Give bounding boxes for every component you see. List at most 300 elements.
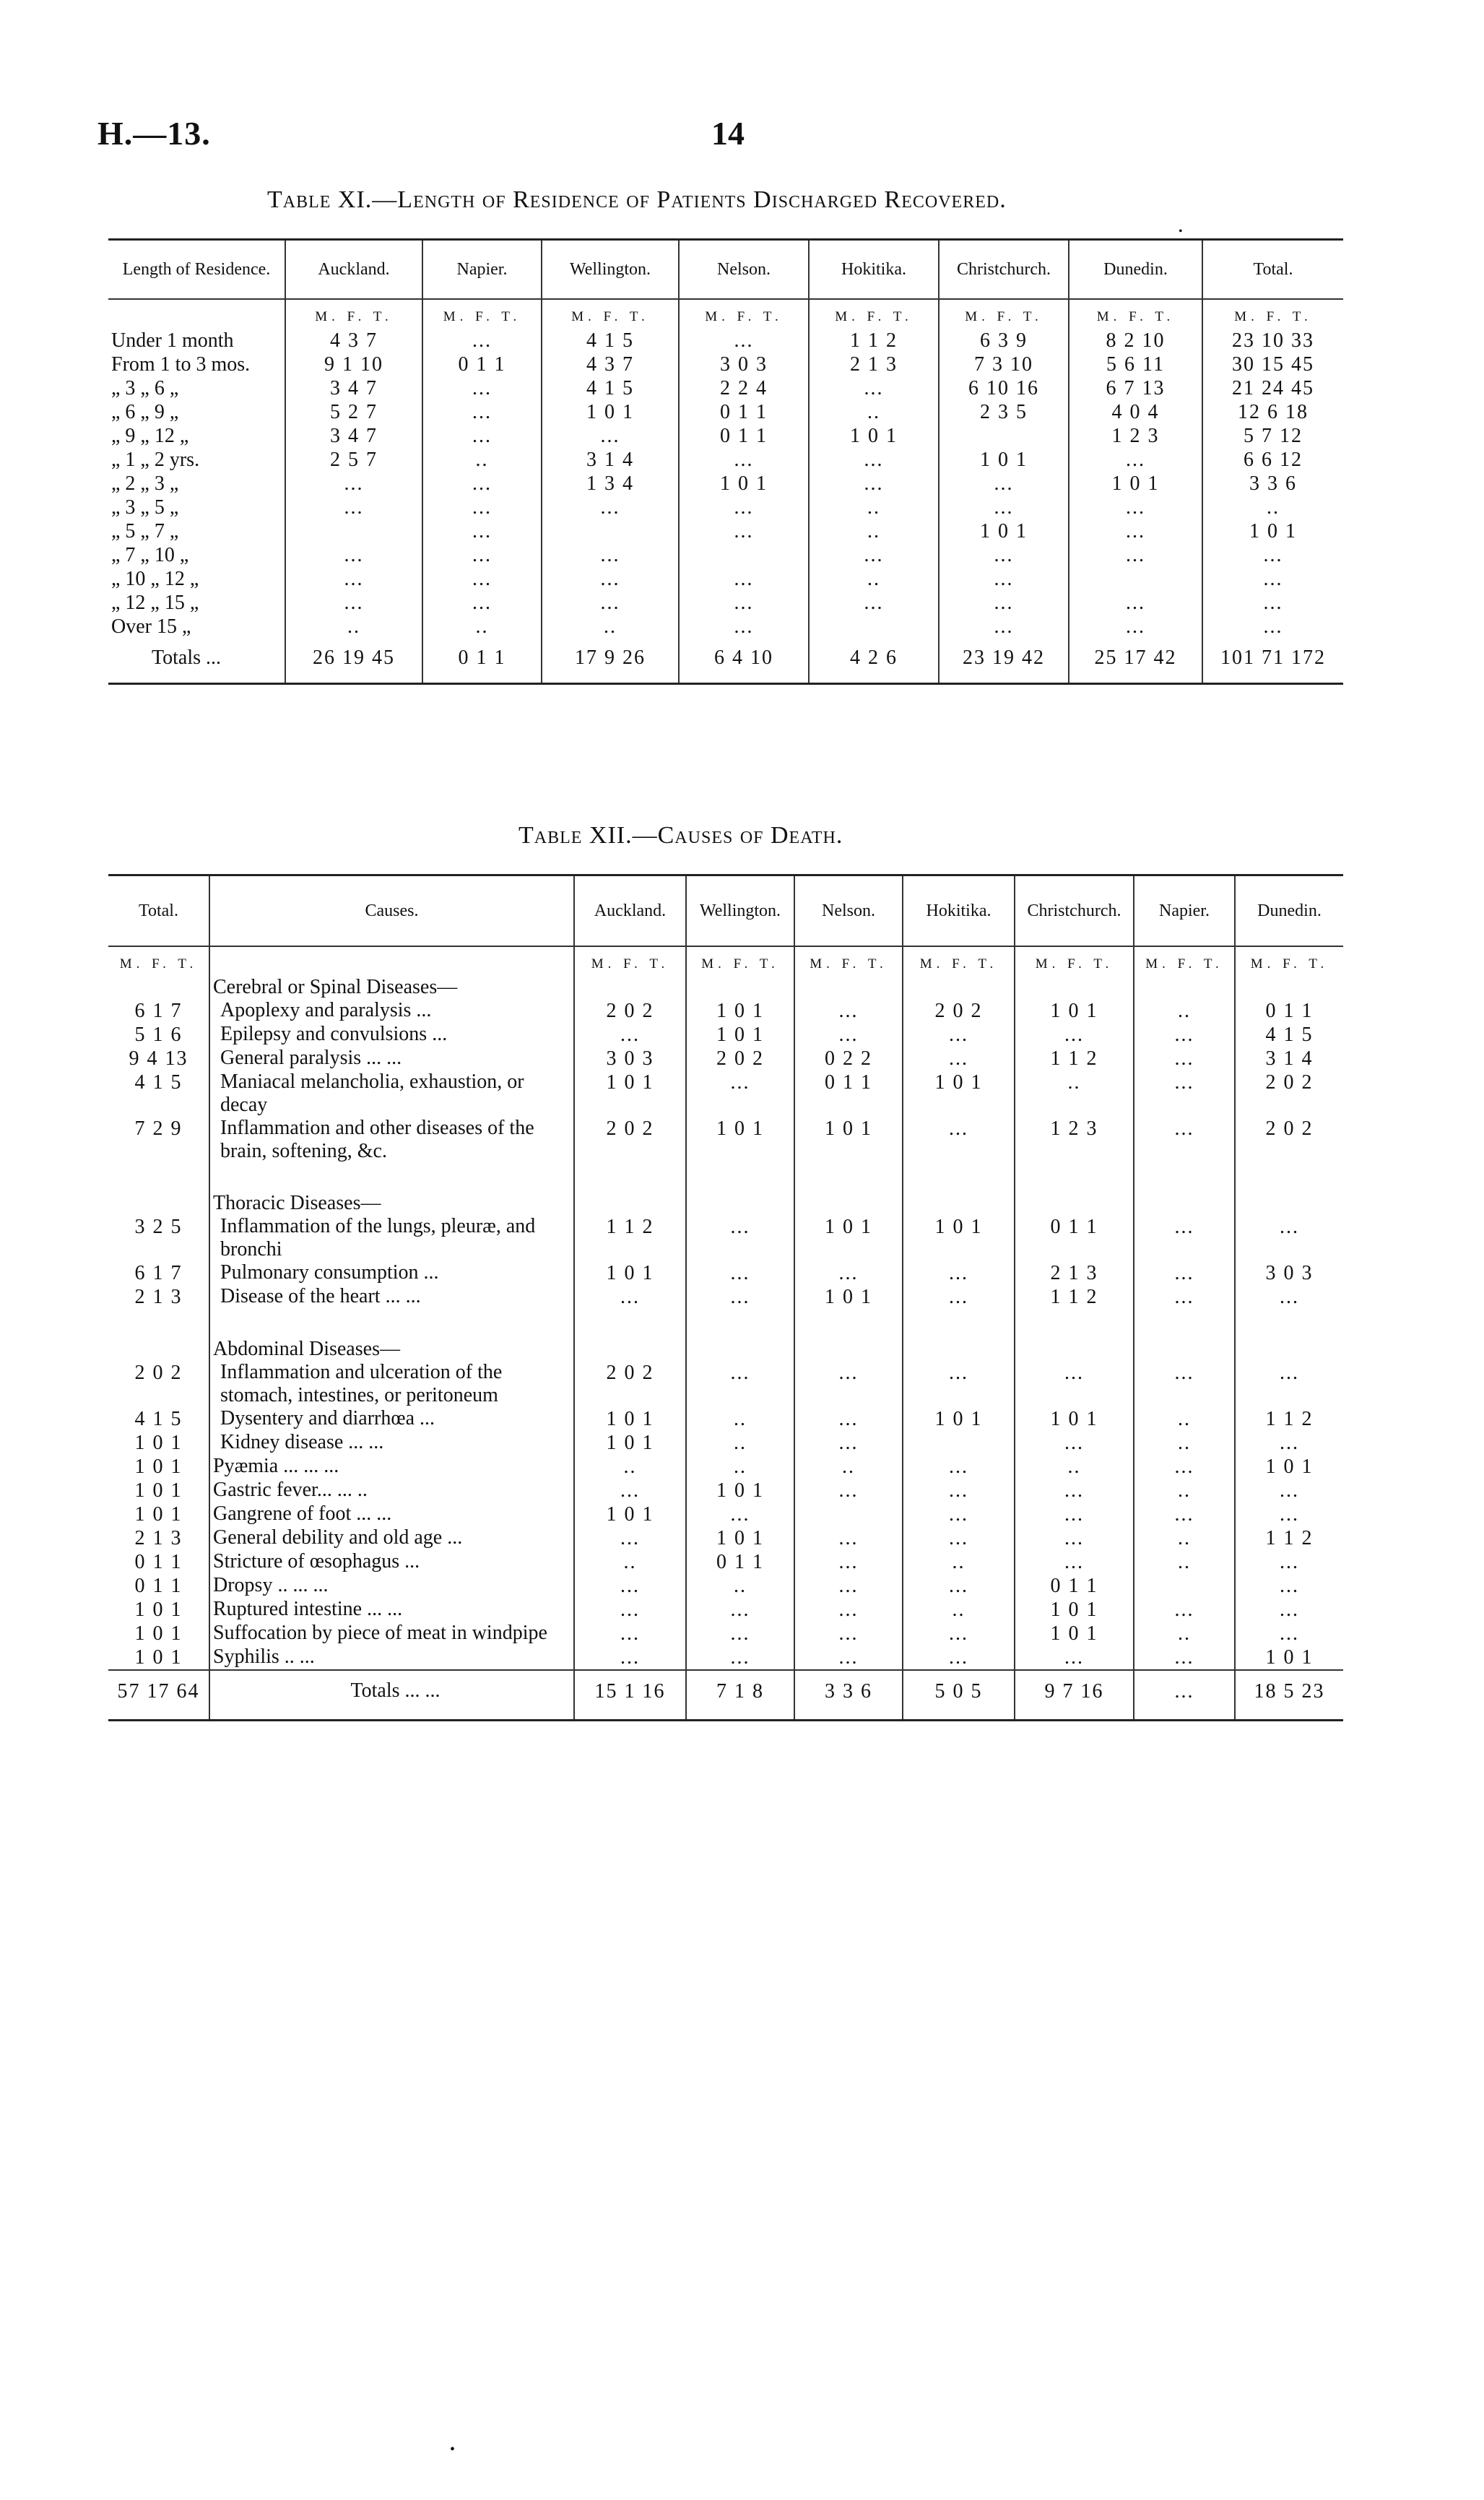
table12-cell: 0 1 1: [686, 1550, 794, 1574]
table12-cell: ..: [1015, 1070, 1134, 1117]
table12-cell: ...: [574, 1574, 686, 1598]
table12-cell: 1 0 1: [903, 1407, 1015, 1431]
table12-cell: ...: [794, 1361, 903, 1407]
table12-cell: ..: [794, 1455, 903, 1479]
table12-cell: ...: [574, 1023, 686, 1047]
table12-cause: Inflammation and other diseases of the brain, softening, &c.: [209, 1117, 574, 1163]
table12-cause: Inflammation of the lungs, pleuræ, and bronchi: [209, 1215, 574, 1261]
table12-row-total: 2 0 2: [134, 1362, 183, 1384]
table12-spacer-cell: [794, 1309, 903, 1338]
table-row: [108, 400, 1343, 424]
table11-cell: 5 6 11: [1069, 352, 1202, 376]
table11-cell: ...: [422, 400, 542, 424]
table11-cell: ...: [285, 543, 422, 567]
table11-cell: 6 10 16: [939, 376, 1069, 400]
table11-row-label: Over 15 „: [111, 615, 191, 638]
table12-cell: ...: [794, 1407, 903, 1431]
table11-cell: ...: [809, 376, 939, 400]
table12-totals-label: Totals ... ...: [209, 1670, 574, 1721]
table12-total-cell: 9 7 16: [1015, 1670, 1134, 1721]
table12-cell: ...: [686, 1070, 794, 1117]
table12-cell: 0 1 1: [1015, 1215, 1134, 1261]
table11-cell: ...: [542, 567, 679, 591]
table-row: [108, 1455, 1343, 1479]
table11-cell: ...: [939, 496, 1069, 519]
table12-col-header: Nelson.: [794, 875, 903, 947]
table11-cell: ...: [939, 567, 1069, 591]
table12-cell: 0 1 1: [1235, 999, 1343, 1023]
table12-row-total: 6 1 7: [134, 1000, 183, 1022]
table11-cell: ...: [679, 591, 809, 615]
table12-mft-label: M. F. T.: [119, 956, 198, 972]
table11-cell: ...: [422, 543, 542, 567]
table12-cause: Suffocation by piece of meat in windpipe: [209, 1622, 574, 1645]
table12-cell: ...: [794, 1550, 903, 1574]
table12-cell: ...: [794, 999, 903, 1023]
table12-cell: 1 0 1: [574, 1502, 686, 1526]
table11-cell: ...: [679, 496, 809, 519]
table12-spacer-cell: [794, 1163, 903, 1192]
table12-cell: [1134, 1574, 1235, 1598]
table11-mft-row: [108, 299, 1343, 329]
table12-row-total: 3 2 5: [134, 1216, 183, 1238]
table11-header-row: [108, 240, 1343, 300]
table11-col-header: Hokitika.: [809, 240, 939, 300]
table12-cell: ...: [1134, 1285, 1235, 1309]
table12-cause: General debility and old age ...: [209, 1526, 574, 1550]
table-row: [108, 1598, 1343, 1622]
table11-cell: ...: [422, 496, 542, 519]
table12-row-total: 1 0 1: [134, 1503, 183, 1526]
table12-total-cell: 15 1 16: [574, 1670, 686, 1721]
table12-col-header: Napier.: [1134, 875, 1235, 947]
table12-cell: ...: [574, 1645, 686, 1670]
table12-cell: ...: [1134, 1261, 1235, 1285]
table12-cell: ...: [1134, 1070, 1235, 1117]
table12-cell: ...: [1235, 1361, 1343, 1407]
table11-cell: ...: [285, 496, 422, 519]
table12-cell: ..: [574, 1455, 686, 1479]
table11-cell: ...: [1202, 567, 1343, 591]
table11-cell: ...: [285, 591, 422, 615]
table12-cell: 2 0 2: [574, 1361, 686, 1407]
table12-cell: [1015, 976, 1134, 999]
table12-spacer-cell: [1235, 1309, 1343, 1338]
table11-cell: ...: [809, 472, 939, 496]
table12-cause: Inflammation and ulceration of the stomach, intestines, or peritoneum: [209, 1361, 574, 1407]
table11-cell: ...: [939, 615, 1069, 639]
table12-cell: 3 1 4: [1235, 1047, 1343, 1070]
table-row: [108, 567, 1343, 591]
table12-mft-row: [108, 946, 1343, 976]
table12-cell: 1 0 1: [574, 1261, 686, 1285]
table12-row-total: 4 1 5: [134, 1071, 183, 1094]
table12-row-total: 1 0 1: [134, 1599, 183, 1621]
table-row: [108, 1550, 1343, 1574]
table12-row-total: 1 0 1: [134, 1479, 183, 1502]
table11-row-label: „ 2 „ 3 „: [111, 472, 179, 495]
table12-cell: ..: [686, 1407, 794, 1431]
table12-spacer-cell: [1134, 1309, 1235, 1338]
table11-cell: [285, 519, 422, 543]
table11-cell: 3 4 7: [285, 376, 422, 400]
table11-cell: 1 0 1: [939, 519, 1069, 543]
table12-cause: Stricture of œsophagus ...: [209, 1550, 574, 1574]
table12-cell: 1 0 1: [1235, 1455, 1343, 1479]
table11-cell: [1069, 567, 1202, 591]
table11-cell: 9 1 10: [285, 352, 422, 376]
table11-cell: ...: [422, 567, 542, 591]
table12-cell: [574, 976, 686, 999]
table12-cell: [903, 1431, 1015, 1455]
table12-row-total: [108, 1192, 209, 1215]
table11-cell: ..: [422, 448, 542, 472]
table12-cell: 1 0 1: [794, 1117, 903, 1163]
table12-cell: 2 0 2: [903, 999, 1015, 1023]
table11-cell: ...: [1069, 591, 1202, 615]
table11-row-label: „ 7 „ 10 „: [111, 544, 189, 566]
table11-cell: ..: [809, 496, 939, 519]
table12-spacer-cell: [1134, 1163, 1235, 1192]
table12-col-header: Dunedin.: [1235, 875, 1343, 947]
table12-row-total: 2 1 3: [134, 1527, 183, 1549]
table12-cause: Syphilis .. ...: [209, 1645, 574, 1670]
table11-cell: 0 1 1: [422, 352, 542, 376]
table12-cell: ...: [686, 1645, 794, 1670]
table11-cell: ..: [285, 615, 422, 639]
table11-cell: ...: [809, 543, 939, 567]
table12-spacer-cell: [903, 1163, 1015, 1192]
table11-total-cell: 23 19 42: [939, 639, 1069, 684]
table12-row-total: 2 1 3: [134, 1286, 183, 1308]
table12-cell: 1 1 2: [1235, 1526, 1343, 1550]
table12-cell: ...: [1134, 1361, 1235, 1407]
table12-cell: ...: [794, 1598, 903, 1622]
table12-cell: ...: [1134, 1117, 1235, 1163]
print-speck: •: [1179, 225, 1183, 238]
table11-cell: ...: [679, 615, 809, 639]
table11-cell: 30 15 45: [1202, 352, 1343, 376]
table12-mft-label: M. F. T.: [794, 946, 903, 976]
table11-cell: ...: [1069, 496, 1202, 519]
table11-mft-label: M. F. T.: [542, 299, 679, 329]
table11-cell: ...: [1069, 448, 1202, 472]
table12-mft-blank: [209, 946, 574, 976]
table-row: [108, 1645, 1343, 1670]
table12-cell: ...: [1015, 1526, 1134, 1550]
table12-row-total: 1 0 1: [134, 1432, 183, 1454]
table11-mft-label: M. F. T.: [939, 299, 1069, 329]
table11-cell: ...: [939, 472, 1069, 496]
table-row: [108, 1023, 1343, 1047]
table12-spacer-cell: [209, 1163, 574, 1192]
table11-cell: ...: [1202, 591, 1343, 615]
table12-cell: 0 2 2: [794, 1047, 903, 1070]
table12-title: Table XII.—Causes of Death.: [518, 822, 843, 849]
table11-cell: 7 3 10: [939, 352, 1069, 376]
table12-cell: ...: [903, 1117, 1015, 1163]
table11-cell: ...: [285, 567, 422, 591]
table12-spacer-cell: [686, 1163, 794, 1192]
table12-cell: ...: [574, 1622, 686, 1645]
table11-col-header: Wellington.: [542, 240, 679, 300]
table12-cell: 2 0 2: [1235, 1070, 1343, 1117]
table12-col-header: Christchurch.: [1015, 875, 1134, 947]
table-row: [108, 329, 1343, 352]
table11-total-cell: 6 4 10: [679, 639, 809, 684]
table12-cause: Thoracic Diseases—: [209, 1192, 574, 1215]
table11-col-header: Napier.: [422, 240, 542, 300]
table12-cell: ...: [686, 1261, 794, 1285]
table11-cell: ...: [422, 591, 542, 615]
table12-mft-label: M. F. T.: [903, 946, 1015, 976]
table-row: [108, 1479, 1343, 1502]
table12-cell: [1015, 1338, 1134, 1361]
table12-cell: ...: [794, 1526, 903, 1550]
table12-cell: ..: [686, 1574, 794, 1598]
table12-cell: ...: [903, 1622, 1015, 1645]
table-row: [108, 1502, 1343, 1526]
table11-cell: ...: [422, 424, 542, 448]
table11-cell: [542, 519, 679, 543]
table12-row-total: 9 4 13: [129, 1047, 188, 1070]
table12-cell: [1134, 1338, 1235, 1361]
table-row: [108, 1070, 1343, 1117]
table12-cell: 1 0 1: [1015, 999, 1134, 1023]
table12-cell: ...: [574, 1479, 686, 1502]
table11-cell: 2 2 4: [679, 376, 809, 400]
table12-cell: ..: [686, 1431, 794, 1455]
table11-totals-row: [108, 639, 1343, 684]
table12-cell: ..: [903, 1598, 1015, 1622]
table11-total-cell: 4 2 6: [809, 639, 939, 684]
table11-cell: 3 1 4: [542, 448, 679, 472]
table12-cell: 1 0 1: [686, 999, 794, 1023]
table11-cell: ..: [542, 615, 679, 639]
table12-cause: Dropsy .. ... ...: [209, 1574, 574, 1598]
table11-cell: ...: [939, 591, 1069, 615]
table11-cell: ..: [809, 567, 939, 591]
table12-cell: ...: [1134, 1215, 1235, 1261]
table11-cell: ...: [679, 448, 809, 472]
table11-cell: 3 3 6: [1202, 472, 1343, 496]
table-row: [108, 1117, 1343, 1163]
table12-cell: ...: [903, 1479, 1015, 1502]
table-row: [108, 999, 1343, 1023]
table11-row-label: „ 9 „ 12 „: [111, 425, 189, 447]
table12-cell: ...: [794, 1574, 903, 1598]
table12-cell: [686, 1192, 794, 1215]
table11-cell: 1 0 1: [1069, 472, 1202, 496]
table-row: [108, 472, 1343, 496]
table-row: [108, 519, 1343, 543]
table-row: [108, 1192, 1343, 1215]
table12-cell: [686, 976, 794, 999]
table11-cell: ...: [542, 591, 679, 615]
table12-spacer-cell: [903, 1309, 1015, 1338]
table12-totals-row: [108, 1670, 1343, 1721]
table11-mft-label: M. F. T.: [285, 299, 422, 329]
table11-cell: 4 3 7: [285, 329, 422, 352]
table12-cell: ...: [794, 1479, 903, 1502]
table12-row-total: [108, 1338, 209, 1361]
table-row: [108, 1526, 1343, 1550]
table11-cell: ...: [1069, 519, 1202, 543]
table12-cell: [1235, 1192, 1343, 1215]
table11-col-header: Christchurch.: [939, 240, 1069, 300]
table11-cell: 0 1 1: [679, 400, 809, 424]
table11-row-label: „ 1 „ 2 yrs.: [111, 449, 200, 471]
table12-mft-label: M. F. T.: [1015, 946, 1134, 976]
table11-mft-label: M. F. T.: [809, 299, 939, 329]
table12-cell: [1235, 976, 1343, 999]
table11-row-label: „ 3 „ 5 „: [111, 496, 179, 519]
table11-cell: 4 1 5: [542, 329, 679, 352]
table11-cell: 4 0 4: [1069, 400, 1202, 424]
table12-cell: [1235, 1338, 1343, 1361]
table12-cause: Gastric fever... ... ..: [209, 1479, 574, 1502]
table11-col-header: Total.: [1202, 240, 1343, 300]
table12-cause: Pulmonary consumption ...: [209, 1261, 574, 1285]
table11-cell: ...: [422, 472, 542, 496]
table12-spacer-cell: [108, 1163, 209, 1192]
table12-cell: [903, 1338, 1015, 1361]
table11-cell: 3 0 3: [679, 352, 809, 376]
table-row: [108, 496, 1343, 519]
table11-cell: 12 6 18: [1202, 400, 1343, 424]
table-xii: [108, 874, 1343, 1721]
table12-header-row: [108, 875, 1343, 947]
table11-row-label: „ 12 „ 15 „: [111, 592, 199, 614]
table12-mft-label: M. F. T.: [1134, 946, 1235, 976]
table12-cell: ..: [1134, 1407, 1235, 1431]
table11-cell: 21 24 45: [1202, 376, 1343, 400]
table12-cell: 1 0 1: [574, 1407, 686, 1431]
table12-cell: ..: [1134, 1479, 1235, 1502]
table-row: [108, 1407, 1343, 1431]
table11-cell: 5 2 7: [285, 400, 422, 424]
table11-totals-label: Totals ...: [152, 646, 222, 669]
table12-cell: ...: [1134, 1502, 1235, 1526]
table-row: [108, 1285, 1343, 1309]
table12-row-total: 1 0 1: [134, 1622, 183, 1645]
table-row: [108, 543, 1343, 567]
table11-cell: ..: [809, 519, 939, 543]
table12-cell: 4 1 5: [1235, 1023, 1343, 1047]
table12-cell: ...: [686, 1598, 794, 1622]
table12-cell: ..: [1134, 1550, 1235, 1574]
table12-cell: 1 0 1: [1015, 1622, 1134, 1645]
table11-cell: ...: [542, 424, 679, 448]
table12-cell: ...: [1235, 1622, 1343, 1645]
table12-cell: 1 1 2: [1015, 1047, 1134, 1070]
table12-row-total: 5 1 6: [134, 1024, 183, 1046]
table11-cell: ...: [1202, 543, 1343, 567]
table11-cell: ...: [542, 543, 679, 567]
table11-cell: ..: [1202, 496, 1343, 519]
table-row: [108, 1047, 1343, 1070]
table12-spacer-cell: [108, 1309, 209, 1338]
table11-col-header: Auckland.: [285, 240, 422, 300]
table12-cell: 2 0 2: [574, 999, 686, 1023]
table-row: [108, 1574, 1343, 1598]
table12-row-total: 0 1 1: [134, 1551, 183, 1573]
table12-cell: ...: [794, 1023, 903, 1047]
table12-cell: [1134, 976, 1235, 999]
table12-total-cell: 3 3 6: [794, 1670, 903, 1721]
table11-cell: 2 5 7: [285, 448, 422, 472]
table-xi: [108, 238, 1343, 685]
table12-cause: Gangrene of foot ... ...: [209, 1502, 574, 1526]
table12-cell: [574, 1338, 686, 1361]
table12-cause: General paralysis ... ...: [209, 1047, 574, 1070]
table12-cell: ...: [903, 1023, 1015, 1047]
table11-cell: 1 0 1: [1202, 519, 1343, 543]
table12-cell: 1 0 1: [1015, 1598, 1134, 1622]
table12-grand-total: 57 17 64: [108, 1670, 209, 1721]
table11-cell: 1 0 1: [542, 400, 679, 424]
table11-cell: 3 4 7: [285, 424, 422, 448]
table12-cell: [794, 1502, 903, 1526]
table12-cell: ...: [1235, 1598, 1343, 1622]
table11-cell: 1 0 1: [679, 472, 809, 496]
table12-spacer-cell: [1015, 1309, 1134, 1338]
table12-cell: ...: [903, 1574, 1015, 1598]
table12-cell: ...: [1134, 1455, 1235, 1479]
table12-cell: ...: [1235, 1502, 1343, 1526]
table11-cell: 1 0 1: [939, 448, 1069, 472]
table11-cell: ...: [1069, 615, 1202, 639]
table12-cell: [903, 976, 1015, 999]
table12-cause: Cerebral or Spinal Diseases—: [209, 976, 574, 999]
table12-spacer-cell: [686, 1309, 794, 1338]
table11-cell: 2 3 5: [939, 400, 1069, 424]
table12-cell: ..: [686, 1455, 794, 1479]
table12-cell: [794, 1192, 903, 1215]
table-row: [108, 1431, 1343, 1455]
table11-cell: [679, 543, 809, 567]
table12-cell: ..: [1134, 999, 1235, 1023]
table12-cell: ...: [903, 1645, 1015, 1670]
table11-row-label: „ 6 „ 9 „: [111, 401, 179, 423]
table12-cell: ...: [1235, 1285, 1343, 1309]
table12-cell: ...: [686, 1361, 794, 1407]
table12-cell: [903, 1192, 1015, 1215]
table12-row-total: [108, 976, 209, 999]
table12-cell: ..: [903, 1550, 1015, 1574]
table12-cell: ...: [574, 1526, 686, 1550]
table11-cell: ..: [809, 400, 939, 424]
table12-cause: Apoplexy and paralysis ...: [209, 999, 574, 1023]
table12-cell: ...: [903, 1047, 1015, 1070]
table11-cell: ...: [939, 543, 1069, 567]
table12-cell: ...: [1235, 1431, 1343, 1455]
table12-col-header: Total.: [108, 875, 209, 947]
table12-cell: 0 1 1: [794, 1070, 903, 1117]
table11-col-header: Length of Residence.: [108, 240, 285, 300]
table12-cell: ...: [903, 1502, 1015, 1526]
page-number: 14: [711, 115, 745, 152]
table12-cell: ...: [1134, 1023, 1235, 1047]
table11-row-label: From 1 to 3 mos.: [111, 353, 251, 376]
table11-cell: ...: [285, 472, 422, 496]
table12-cell: ...: [1235, 1550, 1343, 1574]
table12-cell: 1 0 1: [686, 1117, 794, 1163]
table12-cell: [1015, 1192, 1134, 1215]
table12-cell: 2 0 2: [574, 1117, 686, 1163]
table12-cell: 1 0 1: [794, 1215, 903, 1261]
table12-spacer-row: [108, 1163, 1343, 1192]
